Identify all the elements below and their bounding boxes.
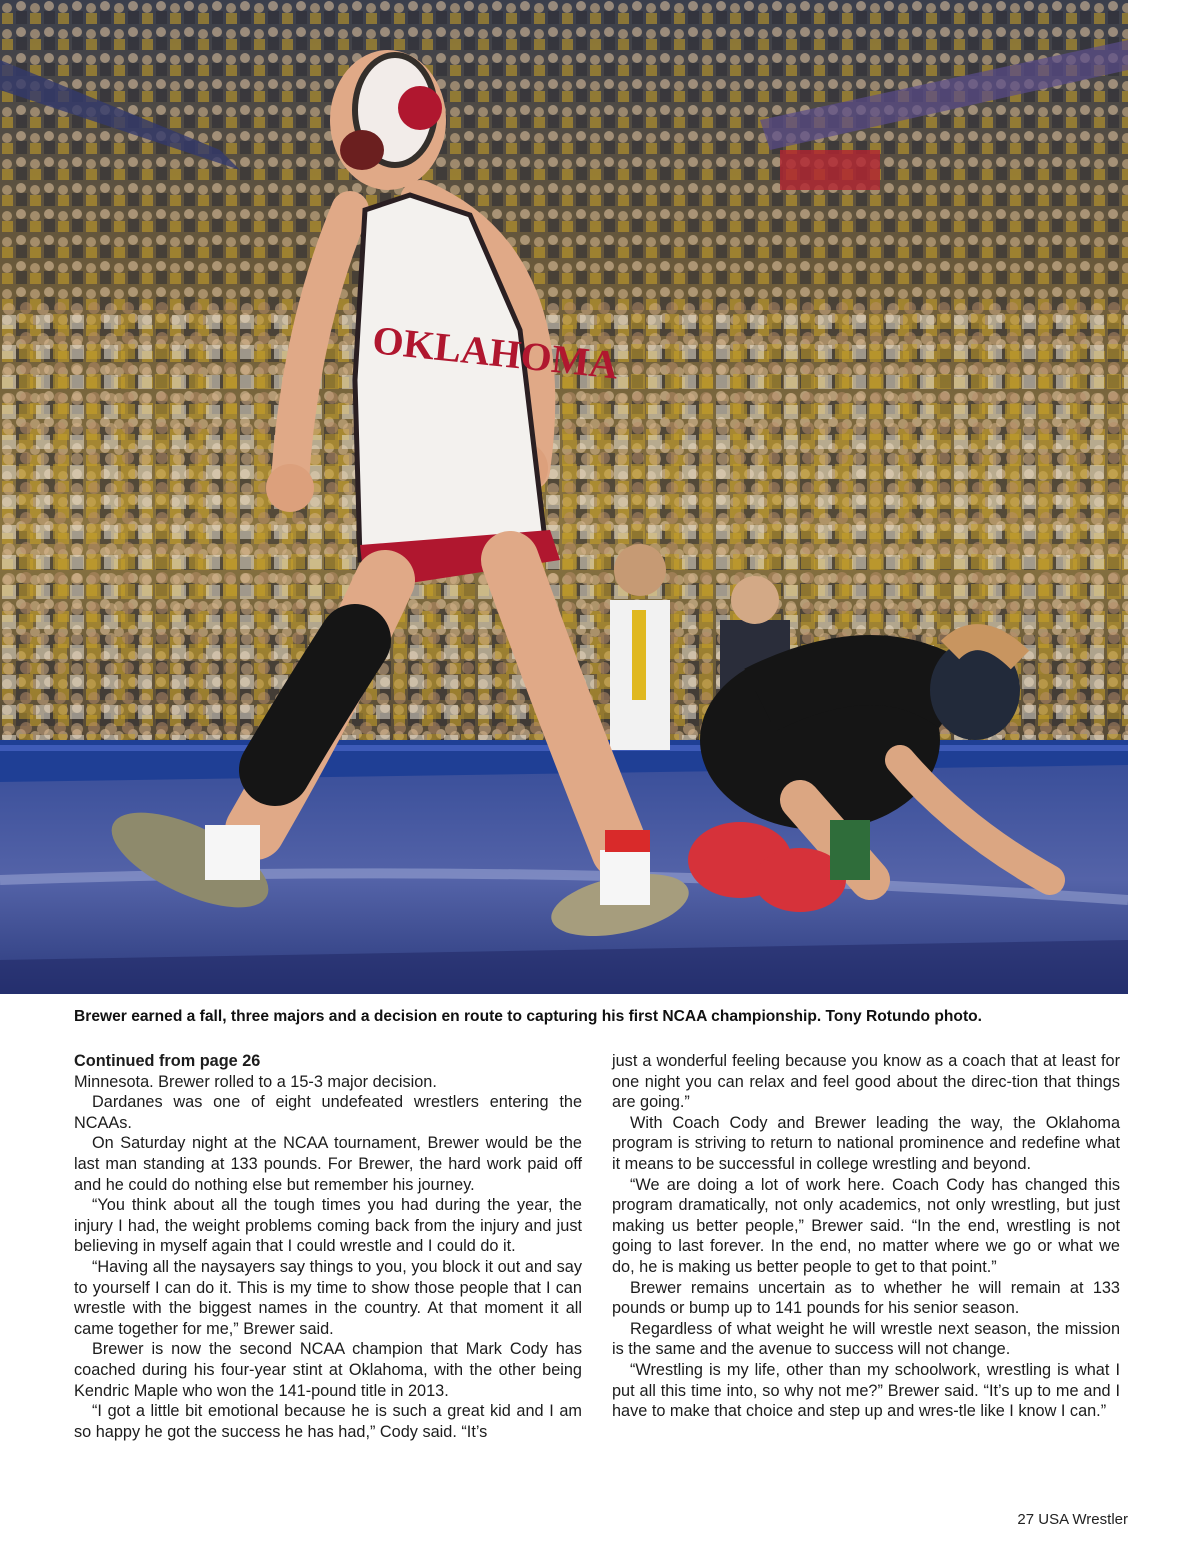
article-paragraph: Brewer remains uncertain as to whether he will remain at 133 pounds or bump up to 141 pounds for his senior season.: [612, 1278, 1120, 1318]
page-folio: 27 USA Wrestler: [1017, 1511, 1128, 1528]
svg-text:OKLAHOMA: OKLAHOMA: [370, 317, 621, 388]
article-paragraph: Brewer is now the second NCAA champion that Mark Cody has coached during his four-year stint at Oklahoma, with the other being Kendric Maple who won the 141-pound title in 2013.: [74, 1340, 582, 1400]
article-column-right: [612, 1051, 1120, 1422]
article-paragraph: “You think about all the tough times you had during the year, the injury I had, the weight problems coming back from the injury and just believing in myself again that I could wrestle and I could do it.: [74, 1196, 582, 1256]
article-paragraph: “We are doing a lot of work here. Coach Cody has changed this program dramatically, not only academics, not only wrestling, but just making us better people,” Brewer said. “In the end, wrestling is not going to last forever. In the end, no matter where we go or what we do, he is making us better people to get to that point.”: [612, 1175, 1120, 1276]
article-paragraph: [74, 1051, 582, 1092]
article-paragraph: Dardanes was one of eight undefeated wrestlers entering the NCAAs.: [74, 1093, 582, 1132]
article-paragraph: On Saturday night at the NCAA tournament, Brewer would be the last man standing at 133 pounds. For Brewer, the hard work paid off and he could do nothing else but remember his journey.: [74, 1134, 582, 1194]
photo-caption: Brewer earned a fall, three majors and a decision en route to capturing his first NCAA championship. Tony Rotundo photo.: [74, 1008, 983, 1025]
continued-note: Continued from page 26: [74, 1052, 261, 1070]
article-paragraph: “I got a little bit emotional because he is such a great kid and I am so happy he got the success he has had,” Cody said. “It’s: [74, 1402, 582, 1441]
article-paragraph: With Coach Cody and Brewer leading the way, the Oklahoma program is striving to return to national prominence and redefine what it means to be successful in college wrestling and beyond.: [612, 1113, 1120, 1173]
article-column-left: [74, 1051, 582, 1442]
article-paragraph: “Wrestling is my life, other than my schoolwork, wrestling is what I put all this time into, so why not me?” Brewer said. “It’s up to me and I have to make that choice and step up and wres-tle like I know I can.”: [612, 1360, 1120, 1421]
article-paragraph: “Having all the naysayers say things to you, you block it out and say to yourself I can do it. This is my time to show those people that I can wrestle with the biggest names in the country. At that moment it all came together for me,” Brewer said.: [74, 1257, 582, 1338]
article-paragraph: just a wonderful feeling because you know as a coach that at least for one night you can relax and feel good about the direc-tion that things are going.”: [612, 1052, 1120, 1112]
article-paragraph: Regardless of what weight he will wrestle next season, the mission is the same and the avenue to success will not change.: [612, 1319, 1120, 1359]
paragraph-text: Minnesota. Brewer rolled to a 15-3 major decision.: [74, 1072, 437, 1091]
